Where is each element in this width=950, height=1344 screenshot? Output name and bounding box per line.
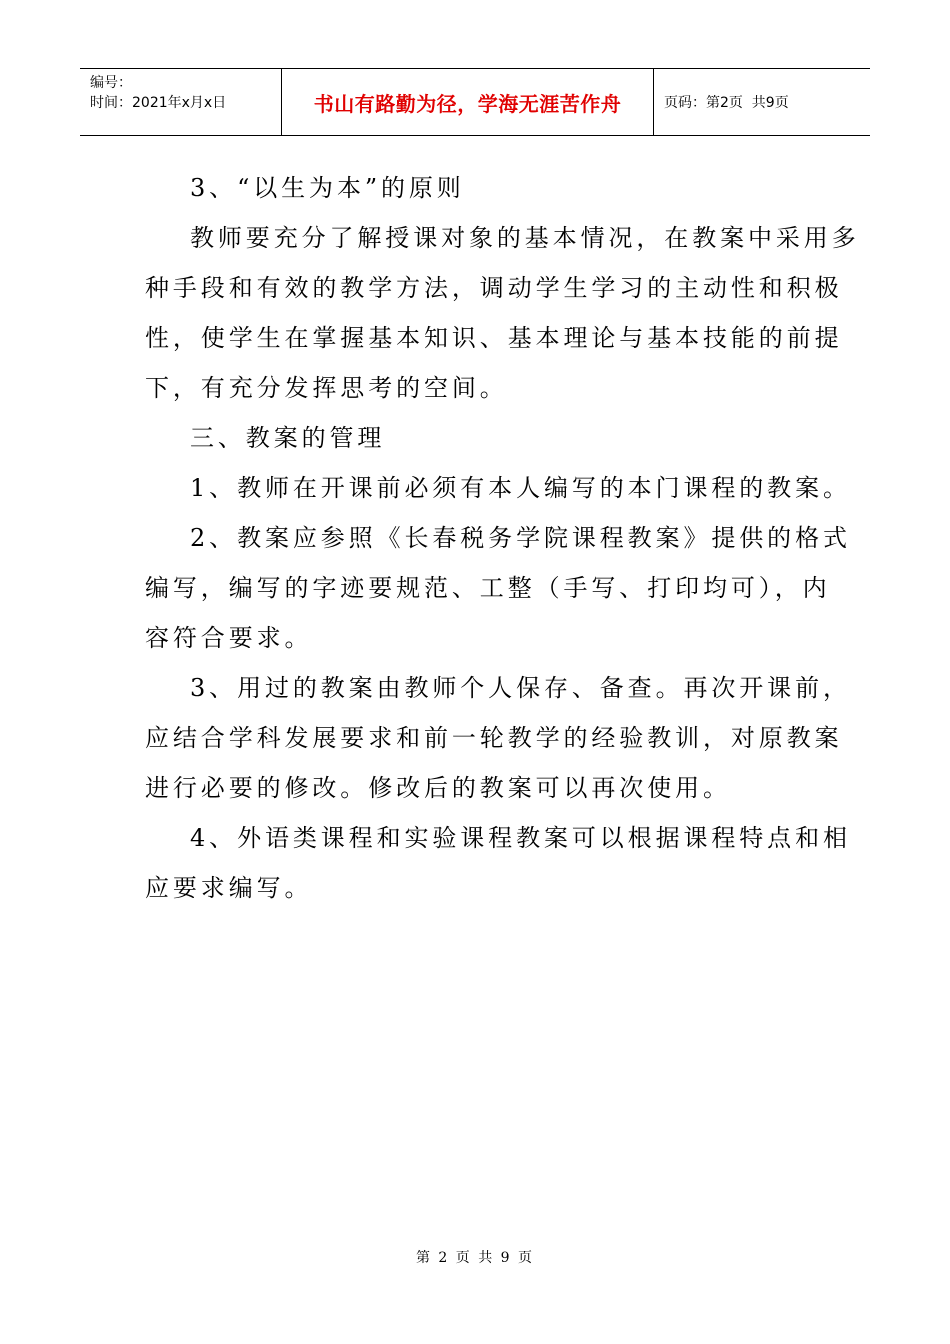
body-line: 4、外语类课程和实验课程教案可以根据课程特点和相: [190, 824, 851, 852]
body-line: 3、“以生为本”的原则: [190, 174, 465, 202]
body-line: 应结合学科发展要求和前一轮教学的经验教训，对原教案: [145, 724, 843, 752]
body-line: 性，使学生在掌握基本知识、基本理论与基本技能的前提: [145, 324, 843, 352]
body-line: 下，有充分发挥思考的空间。: [145, 374, 508, 402]
body-line: 2、教案应参照《长春税务学院课程教案》提供的格式: [190, 524, 851, 552]
section-heading: 三、教案的管理: [190, 424, 386, 452]
body-line: 进行必要的修改。修改后的教案可以再次使用。: [145, 774, 731, 802]
body-line: 种手段和有效的教学方法，调动学生学习的主动性和积极: [145, 274, 843, 302]
header-meta-cell: [80, 69, 282, 135]
number-label: 编号：: [90, 75, 132, 91]
motto-text: 书山有路勤为径，学海无涯苦作舟: [313, 91, 622, 116]
body-line: 3、用过的教案由教师个人保存、备查。再次开课前，: [190, 674, 851, 702]
body-line: 应要求编写。: [145, 874, 313, 902]
header-table: [80, 68, 870, 136]
body-line: 1、教师在开课前必须有本人编写的本门课程的教案。: [190, 474, 851, 502]
time-label: 时间：2021年x月x日: [90, 95, 227, 111]
header-page-cell: [654, 69, 870, 135]
header-motto-cell: [282, 69, 654, 135]
page-info-text: 页码：第2页 共9页: [664, 95, 789, 111]
body-line: 编写，编写的字迹要规范、工整（手写、打印均可），内: [145, 574, 831, 602]
body-line: 教师要充分了解授课对象的基本情况，在教案中采用多: [190, 224, 860, 252]
body-line: 容符合要求。: [145, 624, 313, 652]
document-body: [145, 163, 860, 913]
page-footer: 第 2 页 共 9 页: [415, 1250, 535, 1266]
